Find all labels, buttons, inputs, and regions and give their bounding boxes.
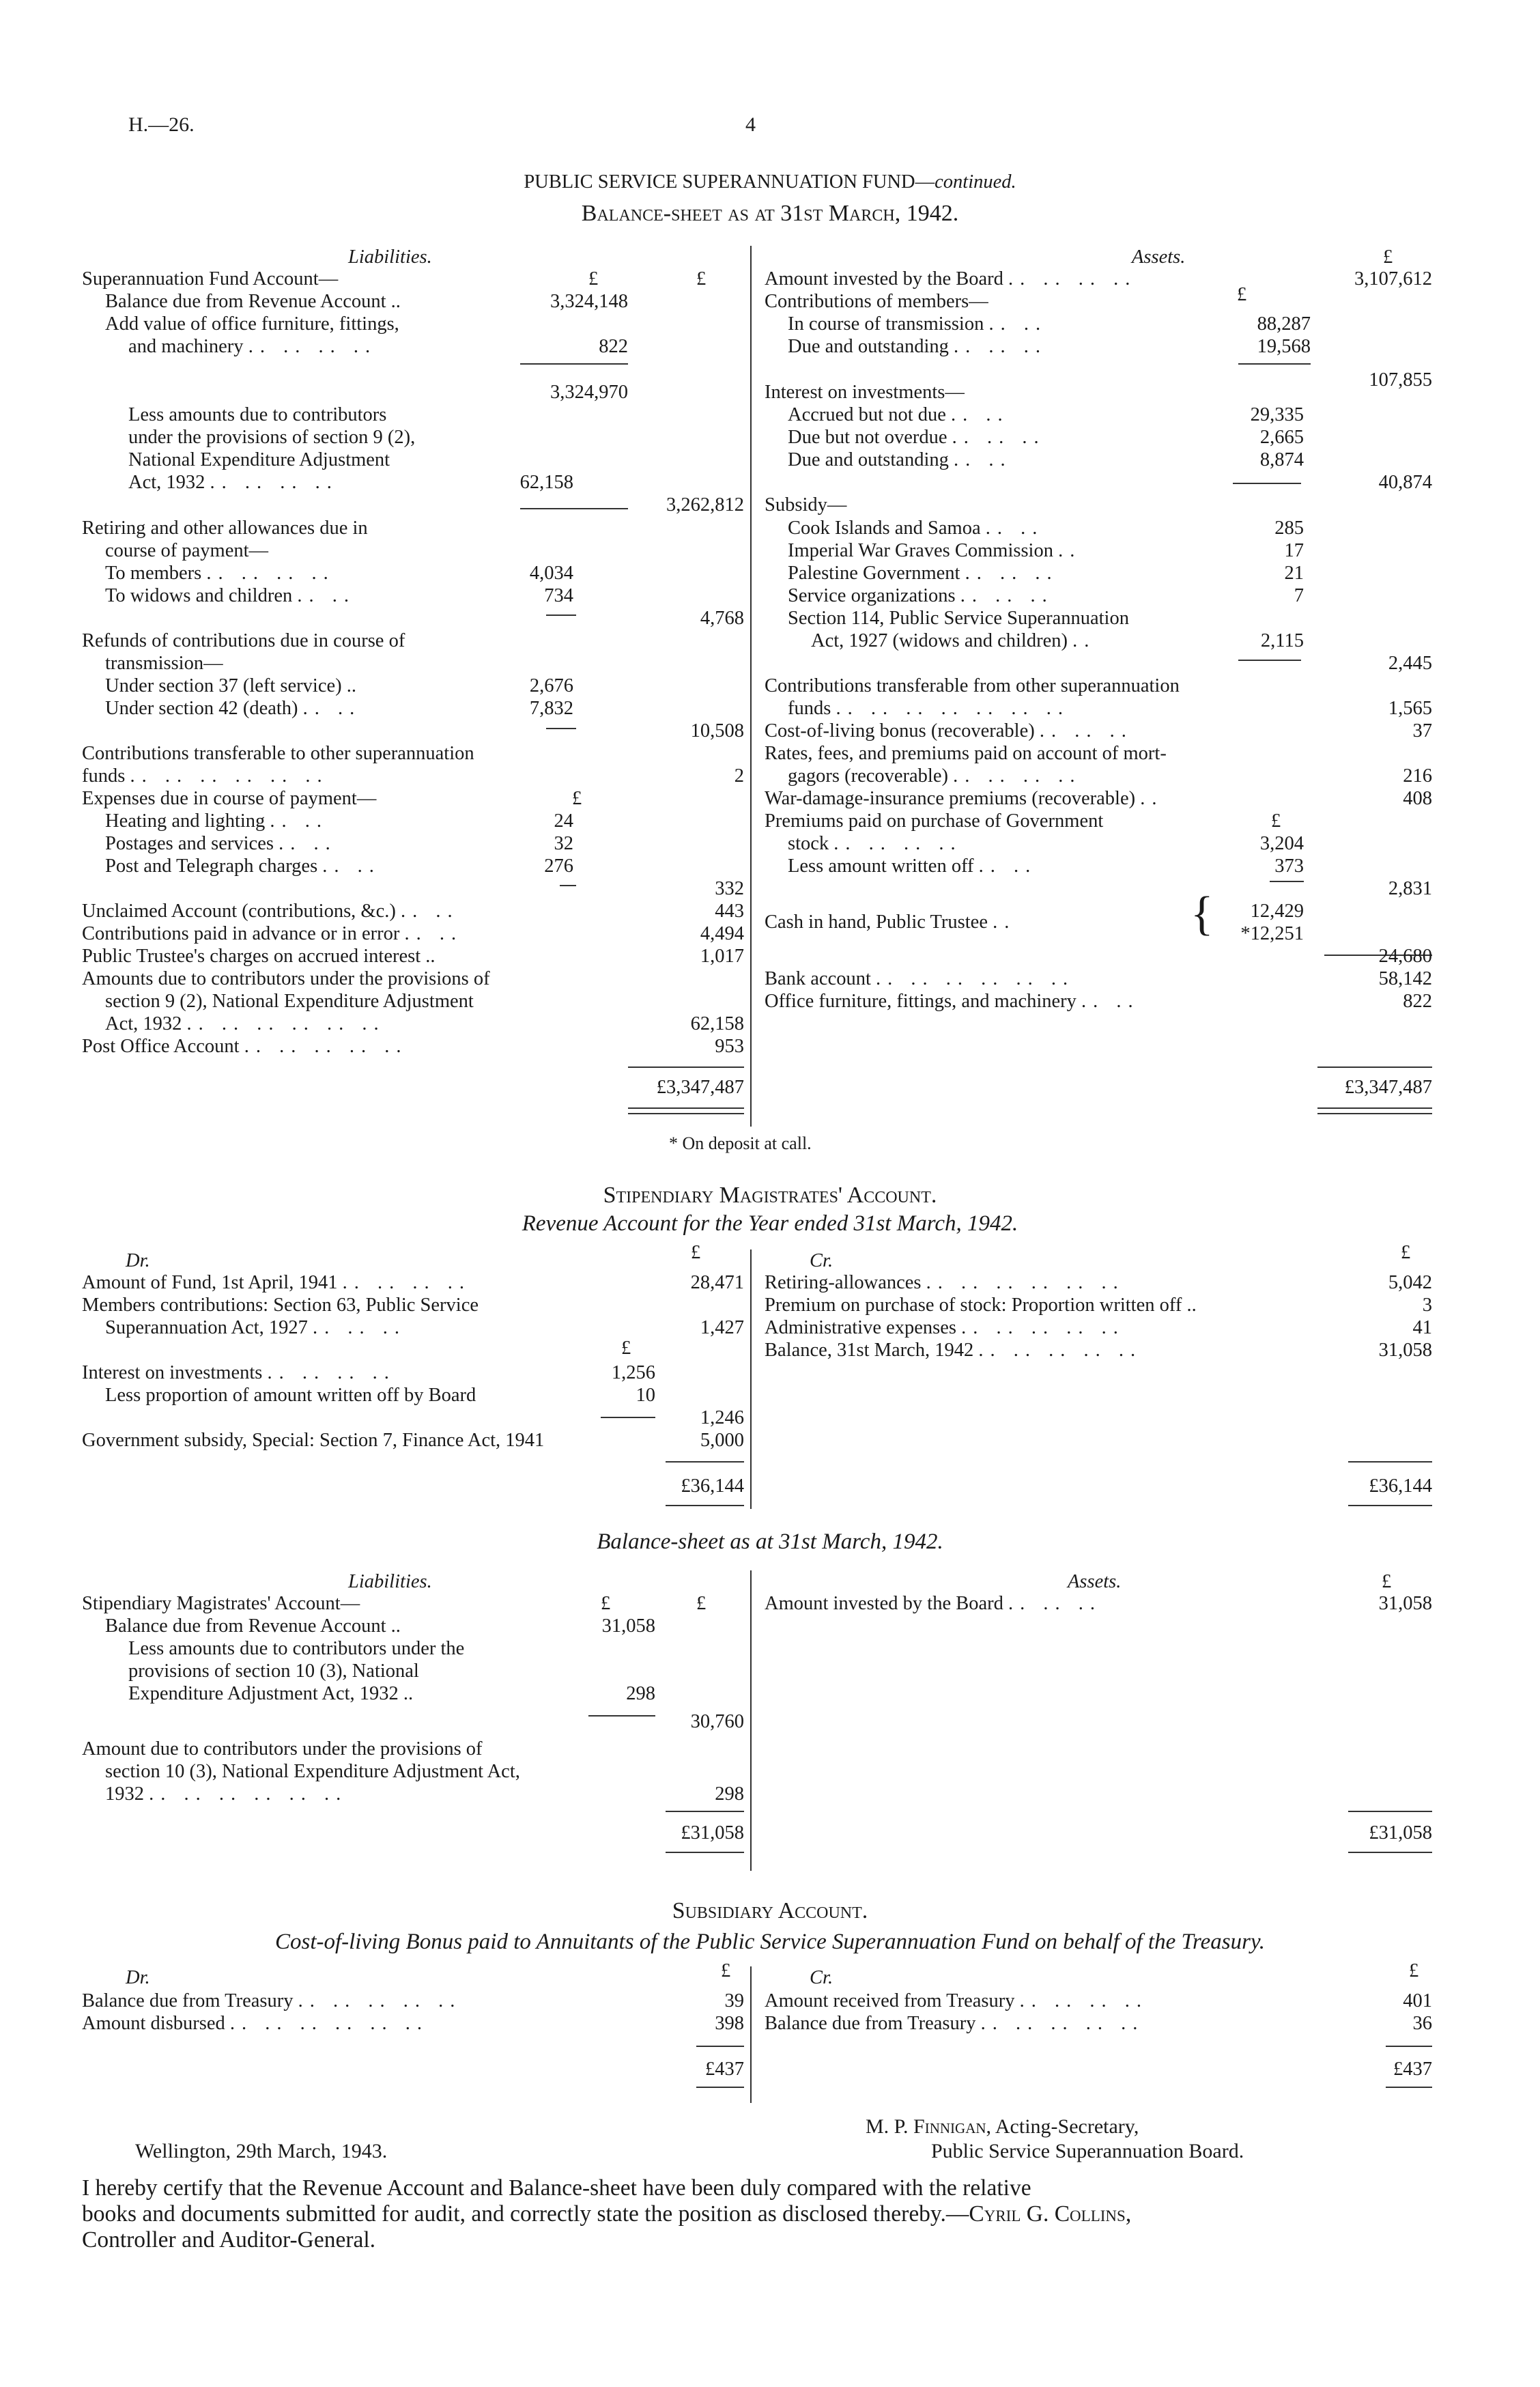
amount: 12,429 — [1250, 901, 1304, 922]
line-label: course of payment— — [105, 540, 269, 561]
certificate-line-2: books and documents submitted for audit, and correctly state the position as disclosed thereby.—Cyril G. Collins, — [82, 2201, 1132, 2227]
rule — [520, 363, 628, 365]
line-label: To members .. .. .. .. — [105, 563, 335, 584]
rule — [696, 2046, 744, 2047]
footnote: * On deposit at call. — [669, 1133, 812, 1153]
dr-heading: Dr. — [126, 1967, 150, 1988]
amount-total: 2,831 — [1388, 878, 1432, 899]
line-label: Section 114, Public Service Superannuation — [788, 608, 1129, 629]
line-label: stock .. .. .. .. — [788, 833, 962, 854]
line-label: Balance due from Treasury .. .. .. .. .. — [765, 2013, 1145, 2034]
pound-sign: £ — [621, 1338, 631, 1359]
amount-total: 2,445 — [1388, 653, 1432, 674]
amount: 19,568 — [1257, 336, 1311, 357]
pound-sign: £ — [1383, 246, 1393, 268]
revenue-account-title: Revenue Account for the Year ended 31st March, 1942. — [522, 1211, 1018, 1236]
amount: 298 — [626, 1683, 655, 1704]
amount: 3,204 — [1259, 833, 1304, 854]
rule — [1238, 363, 1311, 365]
rule — [1348, 1461, 1432, 1463]
line-label: under the provisions of section 9 (2), — [128, 427, 416, 448]
amount: 2,115 — [1260, 630, 1304, 651]
rule — [1386, 2087, 1432, 2088]
amount-total: 31,058 — [1378, 1593, 1432, 1614]
amount: 21 — [1284, 563, 1304, 584]
pound-sign: £ — [696, 268, 707, 289]
line-label: Superannuation Fund Account— — [82, 268, 339, 289]
amount-total: 1,017 — [700, 946, 744, 967]
cr-heading: Cr. — [810, 1250, 833, 1271]
amount-total: 1,565 — [1388, 698, 1432, 719]
amount: *12,251 — [1240, 923, 1304, 944]
line-label: Accrued but not due .. .. — [788, 404, 1010, 425]
liabilities-heading: Liabilities. — [348, 246, 432, 268]
page-reference: H.—26. — [128, 113, 195, 136]
line-label: National Expenditure Adjustment — [128, 449, 390, 470]
line-label: Interest on investments— — [765, 382, 965, 403]
pound-sign: £ — [601, 1593, 611, 1614]
amount-total: 37 — [1412, 720, 1432, 741]
line-label: Less amount written off .. .. — [788, 856, 1038, 877]
line-label: Unclaimed Account (contributions, &c.) .. .. — [82, 901, 459, 922]
amount: 4,034 — [529, 563, 573, 584]
amount-total: 4,494 — [700, 923, 744, 944]
amount-total: 4,768 — [700, 608, 744, 629]
grand-total: £36,144 — [681, 1475, 744, 1497]
line-label: Less amounts due to contributors — [128, 404, 387, 425]
amount-total: 24,680 — [1378, 946, 1432, 967]
line-label: Act, 1932 .. .. .. .. — [128, 472, 339, 493]
line-label: Government subsidy, Special: Section 7, Finance Act, 1941 — [82, 1430, 545, 1451]
amount: 8,874 — [1259, 449, 1304, 470]
amount-total: 30,760 — [690, 1711, 744, 1732]
amount-total: 216 — [1403, 765, 1432, 787]
line-label: section 10 (3), National Expenditure Adjustment Act, — [105, 1761, 520, 1782]
rule — [628, 1113, 744, 1114]
rule — [560, 885, 576, 886]
certificate-line-3: Controller and Auditor-General. — [82, 2227, 376, 2252]
amount: 2,676 — [529, 675, 573, 696]
line-label: and machinery .. .. .. .. — [128, 336, 377, 357]
amount-total: 332 — [715, 878, 744, 899]
rule — [1348, 1811, 1432, 1812]
line-label: Interest on investments .. .. .. .. — [82, 1362, 396, 1383]
amount: 24 — [554, 810, 573, 832]
line-label: Due and outstanding .. .. .. — [788, 336, 1048, 357]
rule — [1386, 2046, 1432, 2047]
amount-total: 36 — [1412, 2013, 1432, 2034]
pound-sign: £ — [1237, 284, 1247, 305]
amount-total: 408 — [1403, 788, 1432, 809]
line-label: Retiring and other allowances due in — [82, 518, 368, 539]
liabilities-heading: Liabilities. — [348, 1571, 432, 1592]
rule — [696, 2087, 744, 2088]
line-label: Due and outstanding .. .. — [788, 449, 1012, 470]
line-label: Balance due from Revenue Account .. — [105, 1615, 401, 1637]
amount-total: 953 — [715, 1036, 744, 1057]
amount-total: 39 — [724, 1990, 744, 2011]
pound-sign: £ — [588, 268, 599, 289]
line-label: Post and Telegraph charges .. .. — [105, 856, 381, 877]
balance-sheet-title: Balance-sheet as at 31st March, 1942. — [581, 201, 959, 226]
line-label: Cash in hand, Public Trustee .. — [765, 912, 1016, 933]
amount-total: 3,107,612 — [1354, 268, 1432, 289]
stipendiary-title: Stipendiary Magistrates' Account. — [603, 1183, 937, 1208]
amount: 32 — [554, 833, 573, 854]
amount: 734 — [544, 585, 573, 606]
rule — [1317, 1067, 1432, 1068]
amount-total: 3,262,812 — [666, 494, 744, 515]
line-label: 1932 .. .. .. .. .. .. — [105, 1783, 348, 1805]
line-label: Cost-of-living bonus (recoverable) .. .. .. — [765, 720, 1133, 741]
pound-sign: £ — [1401, 1242, 1411, 1263]
line-label: funds .. .. .. .. .. .. — [82, 765, 329, 787]
subsidiary-title: Subsidiary Account. — [672, 1898, 868, 1923]
pound-sign: £ — [696, 1593, 707, 1614]
line-label: Balance, 31st March, 1942 .. .. .. .. .. — [765, 1340, 1143, 1361]
line-label: Cook Islands and Samoa .. .. — [788, 518, 1044, 539]
amount: 1,256 — [611, 1362, 655, 1383]
rule — [628, 1067, 744, 1068]
grand-total: £3,347,487 — [656, 1077, 744, 1098]
line-label: Contributions transferable to other superannuation — [82, 743, 474, 764]
line-label: Members contributions: Section 63, Public Service — [82, 1295, 479, 1316]
line-label: Expenditure Adjustment Act, 1932 .. — [128, 1683, 414, 1704]
amount-total: 62,158 — [690, 1013, 744, 1034]
line-label: Contributions of members— — [765, 291, 988, 312]
column-divider — [750, 1570, 752, 1871]
rule — [546, 615, 576, 616]
certificate-line-1: I hereby certify that the Revenue Account and Balance-sheet have been duly compared with the relative — [82, 2175, 1031, 2201]
dr-heading: Dr. — [126, 1250, 150, 1271]
line-label: Service organizations .. .. .. — [788, 585, 1054, 606]
amount-total: 10,508 — [690, 720, 744, 741]
grand-total: £437 — [705, 2059, 744, 2080]
grand-total: £31,058 — [681, 1822, 744, 1844]
fund-title: PUBLIC SERVICE SUPERANNUATION FUND—continued. — [524, 171, 1016, 193]
column-divider — [750, 1249, 752, 1509]
amount: 7 — [1294, 585, 1304, 606]
amount-total: 31,058 — [1378, 1340, 1432, 1361]
line-label: Office furniture, fittings, and machinery .. .. — [765, 991, 1140, 1012]
line-label: Palestine Government .. .. .. — [788, 563, 1059, 584]
place-date: Wellington, 29th March, 1943. — [135, 2140, 388, 2162]
subsidiary-subtitle: Cost-of-living Bonus paid to Annuitants of the Public Service Superannuation Fund on behalf of the Treasury. — [274, 1930, 1266, 1954]
line-label: Contributions paid in advance or in error .. .. — [82, 923, 464, 944]
line-label: Amount of Fund, 1st April, 1941 .. .. .. .. — [82, 1272, 471, 1293]
line-label: Balance due from Revenue Account .. — [105, 291, 401, 312]
amount-total: 3 — [1422, 1295, 1432, 1316]
amount: 373 — [1274, 856, 1304, 877]
column-divider — [750, 1966, 752, 2103]
amount-total: 40,874 — [1378, 472, 1432, 493]
amount: 29,335 — [1250, 404, 1304, 425]
amount: 3,324,148 — [550, 291, 628, 312]
rule — [666, 1852, 744, 1853]
pound-sign: £ — [1409, 1960, 1419, 1981]
amount: 7,832 — [529, 698, 573, 719]
line-label: Balance due from Treasury .. .. .. .. .. — [82, 1990, 462, 2011]
amount-total: 28,471 — [690, 1272, 744, 1293]
line-label: Less amounts due to contributors under the — [128, 1638, 465, 1659]
line-label: Amount due to contributors under the provisions of — [82, 1738, 483, 1760]
assets-heading: Assets. — [1132, 246, 1186, 268]
pound-sign: £ — [721, 1960, 731, 1981]
line-label: Imperial War Graves Commission .. — [788, 540, 1082, 561]
amount-total: 5,000 — [700, 1430, 744, 1451]
amount-total: 107,855 — [1369, 369, 1432, 391]
line-label: Bank account .. .. .. .. .. .. — [765, 968, 1075, 989]
cr-heading: Cr. — [810, 1967, 833, 1988]
line-label: Contributions transferable from other superannuation — [765, 675, 1180, 696]
amount-total: 1,427 — [700, 1317, 744, 1338]
amount-total: 298 — [715, 1783, 744, 1805]
grand-total: £437 — [1393, 2059, 1432, 2080]
line-label: In course of transmission .. .. — [788, 313, 1048, 335]
column-divider — [750, 246, 752, 1127]
amount-total: 443 — [715, 901, 744, 922]
line-label: section 9 (2), National Expenditure Adjustment — [105, 991, 474, 1012]
line-label: Subsidy— — [765, 494, 847, 515]
line-label: To widows and children .. .. — [105, 585, 356, 606]
line-label: Less proportion of amount written off by Board — [105, 1385, 476, 1406]
amount: 3,324,970 — [550, 382, 628, 403]
signature-name: M. P. Finnigan, Acting-Secretary, — [866, 2115, 1139, 2138]
brace: { — [1190, 888, 1214, 940]
rule — [1317, 1107, 1432, 1109]
rule — [666, 1811, 744, 1812]
amount-total: 5,042 — [1388, 1272, 1432, 1293]
amount: 822 — [599, 336, 628, 357]
assets-heading: Assets. — [1068, 1571, 1122, 1592]
line-label: Post Office Account .. .. .. .. .. — [82, 1036, 408, 1057]
line-label: Superannuation Act, 1927 .. .. .. — [105, 1317, 406, 1338]
amount-total: 822 — [1403, 991, 1432, 1012]
amount-total: 41 — [1412, 1317, 1432, 1338]
line-label: Amounts due to contributors under the provisions of — [82, 968, 490, 989]
line-label: Retiring-allowances .. .. .. .. .. .. — [765, 1272, 1125, 1293]
rule — [666, 1505, 744, 1506]
stip-balance-sheet-title: Balance-sheet as at 31st March, 1942. — [597, 1529, 943, 1554]
line-label: Amount disbursed .. .. .. .. .. .. — [82, 2013, 429, 2034]
line-label: Amount invested by the Board .. .. .. .. — [765, 268, 1137, 289]
amount: 62,158 — [519, 472, 573, 493]
grand-total: £31,058 — [1369, 1822, 1432, 1844]
line-label: Stipendiary Magistrates' Account— — [82, 1593, 360, 1614]
line-label: Expenses due in course of payment— — [82, 788, 377, 809]
line-label: Premium on purchase of stock: Proportion written off .. — [765, 1295, 1197, 1316]
amount: 285 — [1274, 518, 1304, 539]
amount: 31,058 — [601, 1615, 655, 1637]
signature-board: Public Service Superannuation Board. — [931, 2140, 1244, 2162]
line-label: Amount invested by the Board .. .. .. — [765, 1593, 1102, 1614]
line-label: Premiums paid on purchase of Government — [765, 810, 1104, 832]
amount-total: 401 — [1403, 1990, 1432, 2011]
line-label: Act, 1932 .. .. .. .. .. .. — [105, 1013, 386, 1034]
line-label: War-damage-insurance premiums (recoverable) .. — [765, 788, 1164, 809]
line-label: Add value of office furniture, fittings, — [105, 313, 399, 335]
amount-total: 398 — [715, 2013, 744, 2034]
line-label: gagors (recoverable) .. .. .. .. — [788, 765, 1082, 787]
line-label: Refunds of contributions due in course of — [82, 630, 405, 651]
line-label: Heating and lighting .. .. — [105, 810, 329, 832]
amount: 2,665 — [1259, 427, 1304, 448]
page-number: 4 — [745, 113, 756, 136]
rule — [1348, 1852, 1432, 1853]
line-label: Postages and services .. .. — [105, 833, 337, 854]
line-label: funds .. .. .. .. .. .. .. — [788, 698, 1070, 719]
pound-sign: £ — [691, 1242, 701, 1263]
amount-total: 1,246 — [700, 1407, 744, 1428]
amount: 88,287 — [1257, 313, 1311, 335]
amount: 10 — [636, 1385, 655, 1406]
line-label: Public Trustee's charges on accrued interest .. — [82, 946, 436, 967]
amount-total: 58,142 — [1378, 968, 1432, 989]
pound-sign: £ — [1382, 1571, 1392, 1592]
line-label: Administrative expenses .. .. .. .. .. — [765, 1317, 1125, 1338]
rule — [666, 1461, 744, 1463]
grand-total: £3,347,487 — [1344, 1077, 1432, 1098]
grand-total: £36,144 — [1369, 1475, 1432, 1497]
line-label: Amount received from Treasury .. .. .. .. — [765, 1990, 1148, 2011]
rule — [1317, 1113, 1432, 1114]
rule — [628, 1107, 744, 1109]
amount-total: 2 — [734, 765, 744, 787]
line-label: Under section 42 (death) .. .. — [105, 698, 362, 719]
pound-sign: £ — [572, 788, 582, 809]
rule — [546, 728, 576, 729]
line-label: Rates, fees, and premiums paid on account of mort- — [765, 743, 1167, 764]
pound-sign: £ — [1271, 810, 1281, 832]
line-label: Due but not overdue .. .. .. — [788, 427, 1046, 448]
line-label: transmission— — [105, 653, 223, 674]
amount: 17 — [1284, 540, 1304, 561]
line-label: Under section 37 (left service) .. — [105, 675, 356, 696]
line-label: Act, 1927 (widows and children) .. — [811, 630, 1096, 651]
line-label: provisions of section 10 (3), National — [128, 1661, 419, 1682]
amount: 276 — [544, 856, 573, 877]
rule — [1348, 1505, 1432, 1506]
